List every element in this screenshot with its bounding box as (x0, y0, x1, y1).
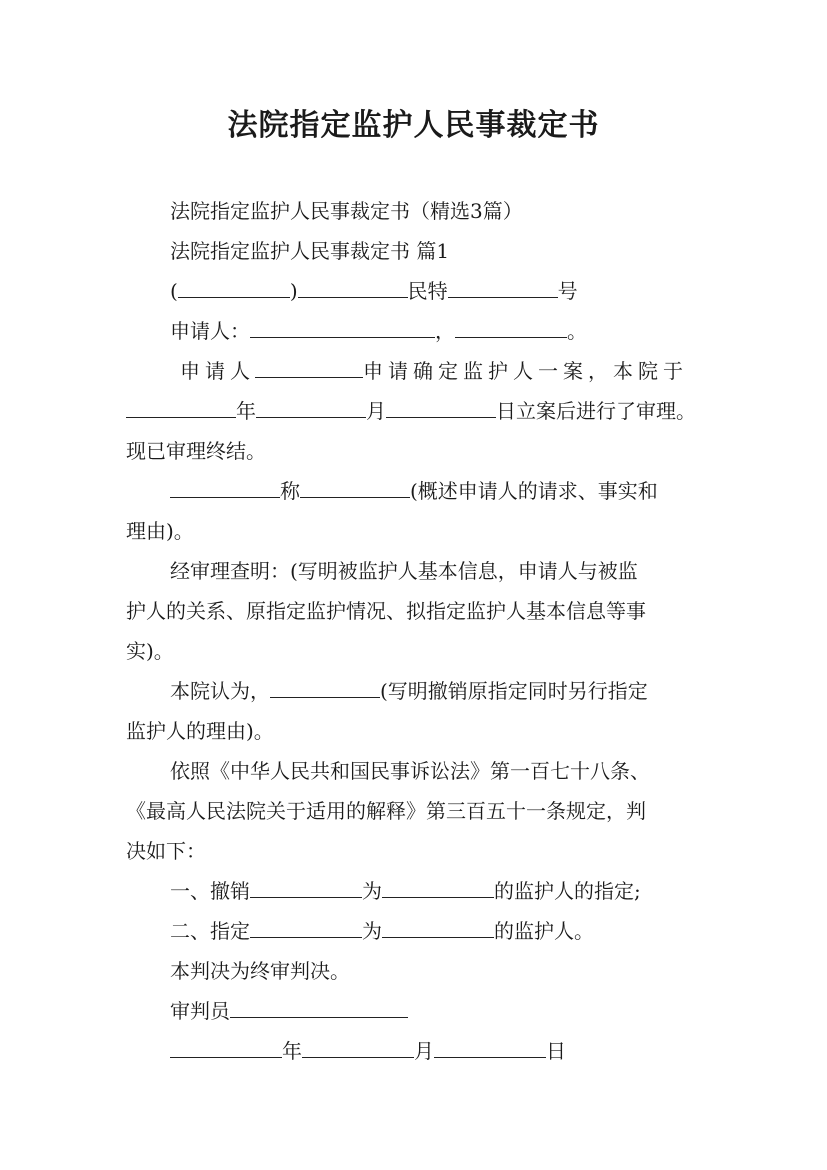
blank-field (250, 875, 362, 898)
paragraph-3-line-1: 经审理查明：(写明被监护人基本信息，申请人与被监 (170, 559, 638, 583)
case-end: 号 (557, 279, 578, 303)
section-heading: 法院指定监护人民事裁定书 篇1 (170, 239, 450, 263)
applicant-sep: ， (435, 319, 455, 343)
paragraph-1-line-1 (126, 351, 760, 391)
blank-field (298, 275, 408, 298)
blank-field (448, 275, 558, 298)
case-mid: 民特 (407, 279, 448, 303)
r1-c: 的监护人的指定; (494, 879, 641, 903)
blank-field (178, 275, 290, 298)
blank-field (170, 475, 280, 498)
paragraph-4-line-2: 监护人的理由)。 (126, 719, 274, 743)
r1-a: 一、撤销 (170, 879, 250, 903)
r2-b: 为 (362, 919, 382, 943)
applicant-end: 。 (567, 319, 587, 343)
blank-field (126, 395, 236, 418)
applicant-line (126, 311, 750, 351)
subtitle: 法院指定监护人民事裁定书（精选3篇） (170, 199, 523, 223)
blank-field (434, 1035, 546, 1058)
p1-day: 日立案后进行了审理。 (496, 399, 696, 423)
case-number-line (126, 271, 750, 311)
blank-field (386, 395, 496, 418)
r2-c: 的监护人。 (494, 919, 594, 943)
date-year: 年 (282, 1039, 302, 1063)
r1-b: 为 (362, 879, 382, 903)
p1-year: 年 (236, 399, 256, 423)
final-statement: 本判决为终审判决。 (170, 959, 350, 983)
judge-label: 审判员 (170, 999, 230, 1023)
blank-field (256, 395, 366, 418)
p1-a: 申请人 (180, 359, 255, 383)
blank-field (302, 1035, 414, 1058)
p2-b: (概述申请人的请求、事实和 (410, 479, 658, 503)
ruling-item-1 (126, 871, 750, 911)
case-close: ) (289, 279, 298, 303)
paragraph-3-line-3: 实)。 (126, 639, 174, 663)
p4-b: (写明撤销原指定同时另行指定 (380, 679, 648, 703)
paragraph-5-line-1: 依照《中华人民共和国民事诉讼法》第一百七十八条、 (170, 759, 650, 783)
blank-field (250, 915, 362, 938)
blank-field (270, 675, 380, 698)
date-day: 日 (546, 1039, 566, 1063)
paragraph-5-line-3: 决如下： (126, 839, 206, 863)
p1-b: 申请确定监护人一案，本院于 (363, 359, 688, 383)
date-month: 月 (414, 1039, 434, 1063)
paragraph-1-line-2 (126, 391, 706, 431)
blank-field (230, 995, 408, 1018)
applicant-label: 申请人： (170, 319, 250, 343)
blank-field (250, 315, 435, 338)
date-line (126, 1031, 750, 1071)
blank-field (382, 875, 494, 898)
p1-month: 月 (366, 399, 386, 423)
case-open: ( (170, 279, 178, 303)
judge-line (126, 991, 750, 1031)
paragraph-1-line-3: 现已审理终结。 (126, 439, 266, 463)
ruling-item-2 (126, 911, 750, 951)
blank-field (382, 915, 494, 938)
paragraph-4-line-1 (126, 671, 750, 711)
blank-field (300, 475, 410, 498)
blank-field (255, 355, 363, 378)
document-title: 法院指定监护人民事裁定书 (227, 108, 600, 143)
paragraph-3-line-2: 护人的关系、原指定监护情况、拟指定监护人基本信息等事 (126, 599, 646, 623)
blank-field (455, 315, 567, 338)
paragraph-2-line-1 (126, 471, 750, 511)
blank-field (170, 1035, 282, 1058)
p2-a: 称 (280, 479, 300, 503)
paragraph-2-line-2: 理由)。 (126, 519, 194, 543)
paragraph-5-line-2: 《最高人民法院关于适用的解释》第三百五十一条规定，判 (126, 799, 646, 823)
r2-a: 二、指定 (170, 919, 250, 943)
p4-a: 本院认为， (170, 679, 270, 703)
